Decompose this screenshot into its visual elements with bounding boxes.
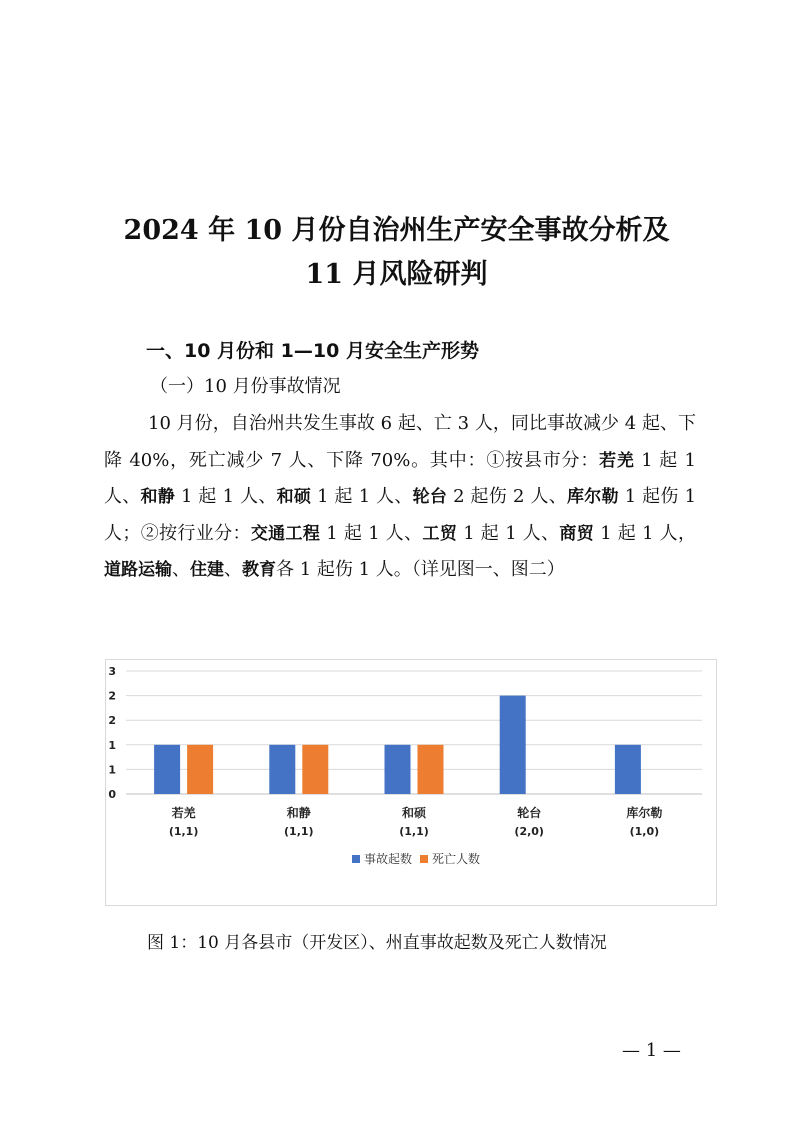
y-tick-label: 3 [108,665,116,678]
county-ruoqiang: 若羌 [599,450,635,471]
subsection-heading: （一）10 月份事故情况 [150,376,341,397]
industry-shangmao: 商贸 [559,523,595,544]
bar-accidents [385,745,411,794]
bar-chart-frame [105,659,717,906]
industry-jiaotong: 交通工程 [250,523,321,544]
figure-caption: 图 1：10 月各县市（开发区）、州直事故起数及死亡人数情况 [147,933,607,953]
text-fragment: 1 起 1 人、 [104,449,696,507]
x-category-label: 库尔勒 [626,806,663,820]
industry-zhujian: 住建 [190,560,224,580]
y-tick-label: 2 [108,714,116,728]
x-category-label: 轮台 [517,806,542,820]
text-fragment: 、 [172,559,190,580]
legend-swatch [352,855,360,863]
text-fragment: 各 1 起伤 1 人。（详见图一、图二） [276,559,565,580]
bar-accidents [500,696,526,794]
x-category-note: (2,0) [514,825,544,838]
text-fragment: 1 起 1 人， [594,522,697,544]
bar-accidents [615,745,641,794]
text-fragment: 1 起 1 人、 [311,486,413,507]
text-fragment: 1 起 1 人、 [457,522,560,544]
county-kuerle: 库尔勒 [566,487,619,507]
x-category-note: (1,1) [399,825,429,838]
x-category-note: (1,1) [284,825,314,838]
bar-deaths [187,745,213,794]
text-fragment: 、 [224,559,242,580]
body-paragraph [104,406,696,589]
text-fragment: 1 起 1 人、 [175,486,277,507]
text-fragment: 1 起伤 1 人；②按行业分： [104,486,697,544]
x-category-note: (1,0) [629,825,660,838]
industry-daolu: 道路运输 [104,560,172,580]
x-category-label: 和静 [286,806,311,820]
y-tick-label: 1 [108,763,116,777]
paragraph-intro: 10 月份，自治州共发生事故 6 起、亡 3 人，同比事故减少 4 起、下降 40%，死亡减少 7 人、下降 70%。其中：①按县市分： [104,413,696,471]
legend-label: 事故起数 [364,852,413,866]
y-tick-label: 2 [108,689,116,703]
document-title-line2: 11 月风险研判 [305,259,488,290]
bar-accidents [154,745,180,794]
bar-accidents [269,745,295,794]
x-category-label: 若羌 [171,806,196,820]
x-category-note: (1,1) [168,825,199,838]
legend-label: 死亡人数 [432,852,481,866]
county-hejing: 和静 [140,487,176,507]
legend-swatch [420,855,428,863]
document-title-line1: 2024 年 10 月份自治州生产安全事故分析及 [123,215,670,246]
y-tick-label: 0 [108,788,116,801]
bar-chart [106,660,716,905]
y-tick-label: 1 [108,738,116,752]
county-luntai: 轮台 [412,487,448,507]
bar-deaths [302,745,328,794]
bar-deaths [418,745,444,794]
section-heading: 一、10 月份和 1—10 月安全生产形势 [146,340,479,362]
page-number: — 1 — [622,1040,681,1061]
county-heshuo: 和硕 [276,487,312,507]
industry-gongmao: 工贸 [422,523,458,544]
text-fragment: 1 起 1 人、 [320,522,423,544]
text-fragment: 2 起伤 2 人、 [447,486,567,507]
industry-jiaoyu: 教育 [242,560,276,580]
x-category-label: 和硕 [401,806,427,820]
